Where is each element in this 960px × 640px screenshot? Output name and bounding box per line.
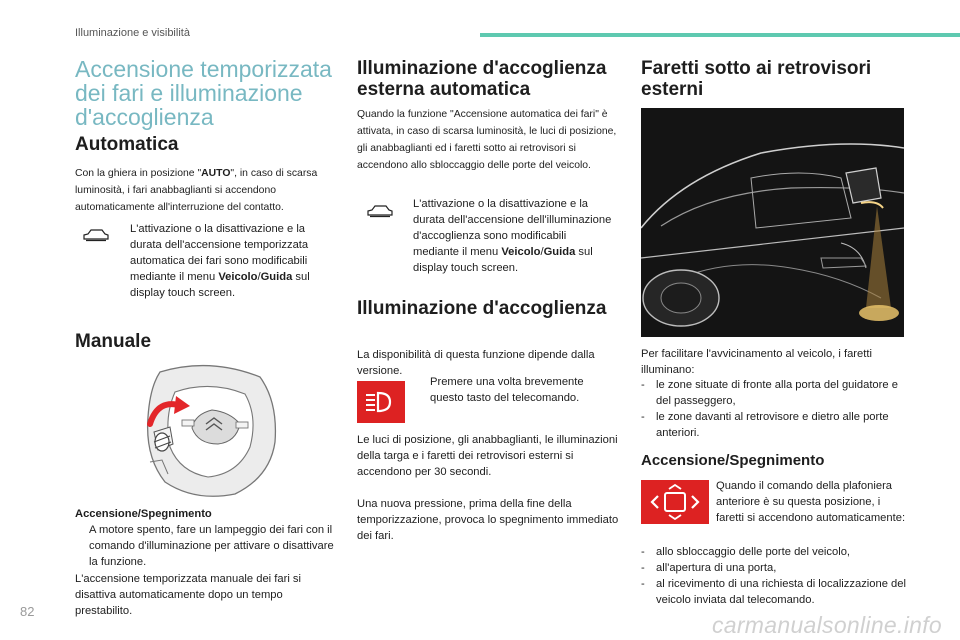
- steering-wheel-illustration: [140, 362, 280, 502]
- page-number: 82: [20, 604, 35, 619]
- car-icon: [366, 204, 394, 218]
- header-rule: [480, 33, 960, 37]
- manuale-paragraph: L'accensione temporizzata manuale dei fari si disattiva automaticamente dopo un tempo prestabilito.: [75, 573, 302, 617]
- list-item: - le zone situate di fronte alla porta del guidatore e del passeggero,: [641, 379, 898, 407]
- automatica-heading: Automatica: [75, 134, 179, 155]
- accoglienza-bullet: Premere una volta brevemente questo tasto del telecomando.: [416, 374, 616, 406]
- manuale-bullet: A motore spento, fare un lampeggio dei fari con il comando d'illuminazione per attivare o disattivare la funzione.: [75, 522, 345, 570]
- list-item: - all'apertura di una porta,: [641, 562, 777, 574]
- courtesy-light-icon: [641, 480, 709, 524]
- page-title: Accensione temporizzata dei fari e illuminazione d'accoglienza: [75, 56, 332, 130]
- bullet-symbol: [416, 374, 430, 406]
- automatica-note: L'attivazione o la disattivazione e la durata dell'accensione temporizzata automatica dei fari sono modificabili mediante il menu Veicolo/Guida sul display touch screen.: [130, 223, 310, 299]
- accoglienza-repress-paragraph: Una nuova pressione, prima della fine della temporizzazione, provoca lo spegnimento immediato dei fari.: [357, 498, 619, 542]
- accoglienza-availability: La disponibilità di questa funzione dipende dalla versione.: [357, 349, 595, 377]
- headlamp-icon: [364, 390, 398, 414]
- accoglienza-esterna-paragraph: Quando la funzione "Accensione automatica dei fari" è attivata, in caso di scarsa luminosità, le luci di posizione, gli anabbaglianti ed i faretti sotto ai retrovisori si accendono allo sbloccaggio delle porte del veicolo.: [357, 109, 617, 171]
- car-puddle-light-photo: [641, 108, 904, 337]
- accoglienza-esterna-heading: Illuminazione d'accoglienza esterna automatica: [357, 58, 607, 100]
- automatica-paragraph: Con la ghiera in posizione "AUTO", in caso di scarsa luminosità, i fari anabbaglianti si accendono automaticamente all'interruzione del contatto.: [75, 168, 318, 213]
- faretti-heading: Faretti sotto ai retrovisori esterni: [641, 58, 872, 100]
- accoglienza-heading: Illuminazione d'accoglienza: [357, 298, 607, 319]
- faretti-paragraph: Per facilitare l'avvicinamento al veicolo, i faretti illuminano:: [641, 348, 872, 376]
- section-header: Illuminazione e visibilità: [75, 27, 190, 39]
- accoglienza-esterna-note: L'attivazione o la disattivazione e la durata dell'accensione dell'illuminazione d'accoglienza sono modificabili mediante il menu Veicolo/Guida sul display touch screen.: [413, 198, 612, 274]
- accoglienza-lights-paragraph: Le luci di posizione, gli anabbaglianti, le illuminazioni della targa e i faretti dei retrovisori esterni si accendono per 30 secondi.: [357, 434, 618, 478]
- accensione-heading: Accensione/Spegnimento: [641, 452, 825, 469]
- accensione-note: Quando il comando della plafoniera anteriore è su questa posizione, i faretti si accendono automaticamente:: [716, 480, 906, 524]
- list-item: - al ricevimento di una richiesta di localizzazione del veicolo inviata dal telecomando.: [641, 578, 906, 606]
- list-item: - allo sbloccaggio delle porte del veicolo,: [641, 546, 851, 558]
- lighting-button-icon: [357, 381, 405, 423]
- manuale-subheading: Accensione/Spegnimento: [75, 508, 212, 520]
- door-light-icon: [647, 484, 703, 520]
- faretti-list: [641, 377, 906, 441]
- car-icon: [82, 228, 110, 242]
- bullet-symbol: [75, 522, 89, 570]
- list-item: - le zone davanti al retrovisore e dietro alle porte anteriori.: [641, 411, 889, 439]
- accensione-list: [641, 544, 906, 608]
- watermark: carmanualsonline.info: [711, 612, 942, 638]
- manuale-heading: Manuale: [75, 331, 152, 352]
